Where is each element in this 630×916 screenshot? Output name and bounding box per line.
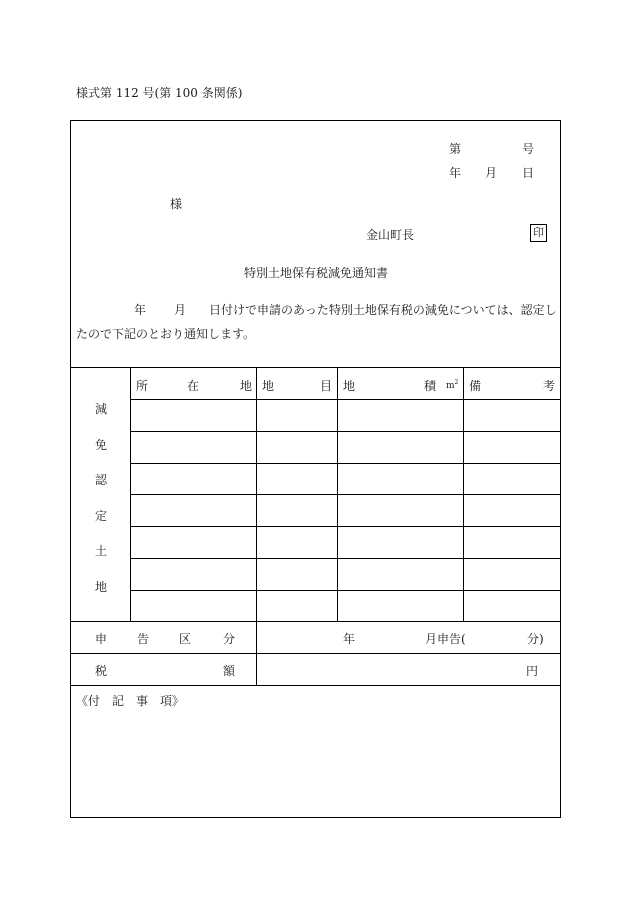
category-label-char: 分 [223, 632, 236, 646]
tax-label-char: 税 [95, 664, 108, 678]
area-unit: m [446, 381, 455, 391]
tax-unit: 円 [526, 664, 539, 678]
row-rule [130, 494, 561, 495]
category-label-char: 申 [95, 632, 108, 646]
body-year: 年 [134, 303, 147, 317]
seal-mark: 印 [530, 224, 547, 242]
form-number: 様式第 112 号(第 100 条関係) [76, 86, 243, 100]
area-column-rule [463, 367, 464, 621]
body-line2: たので下記のとおり通知します。 [76, 327, 256, 341]
category-row-rule [70, 653, 561, 654]
addressee-suffix: 様 [170, 197, 183, 211]
notes-label: 《付 記 事 項》 [76, 694, 185, 708]
header-area-char: 地 [343, 379, 356, 393]
header-location-char: 所 [136, 379, 149, 393]
row-rule [130, 431, 561, 432]
category-close: 分) [527, 632, 544, 646]
header-area-unit [446, 379, 458, 391]
date-day: 日 [522, 166, 535, 180]
header-row-rule [130, 399, 561, 400]
category-year: 年 [343, 632, 356, 646]
header-remarks-char: 備 [469, 379, 482, 393]
row-label-char: 減 [95, 402, 108, 416]
tax-label-char: 額 [223, 664, 236, 678]
row-rule [130, 526, 561, 527]
header-land-category-char: 地 [262, 379, 275, 393]
body-month: 月 [174, 303, 187, 317]
row-label-char: 認 [95, 473, 108, 487]
row-label-char: 地 [95, 580, 108, 594]
row-rule [130, 463, 561, 464]
issuer-name: 金山町長 [366, 228, 415, 242]
category-label-char: 区 [179, 632, 192, 646]
location-column-rule [256, 367, 257, 685]
area-unit-exponent: 2 [454, 379, 459, 386]
row-label-char: 定 [95, 509, 108, 523]
row-label-char: 土 [95, 544, 108, 558]
number-suffix: 号 [522, 142, 535, 156]
tax-row-rule [70, 685, 561, 686]
date-year: 年 [449, 166, 462, 180]
table-top-rule [70, 367, 561, 368]
header-area-char: 積 [424, 379, 437, 393]
document-title: 特別土地保有税減免通知書 [244, 266, 389, 280]
header-location-char: 地 [240, 379, 253, 393]
date-month: 月 [485, 166, 498, 180]
header-location-char: 在 [187, 379, 200, 393]
notice-frame [70, 120, 561, 818]
header-land-category-char: 目 [320, 379, 333, 393]
category-month-declaration: 月申告( [425, 632, 466, 646]
header-remarks-char: 考 [543, 379, 556, 393]
number-prefix: 第 [449, 142, 462, 156]
category-column-rule [337, 367, 338, 621]
land-table-bottom-rule [70, 621, 561, 622]
row-label-char: 免 [95, 438, 108, 452]
body-line1: 日付けで申請のあった特別土地保有税の減免については、認定し [209, 303, 557, 317]
row-rule [130, 558, 561, 559]
row-rule [130, 590, 561, 591]
category-label-char: 告 [137, 632, 150, 646]
label-column-rule [130, 367, 131, 621]
